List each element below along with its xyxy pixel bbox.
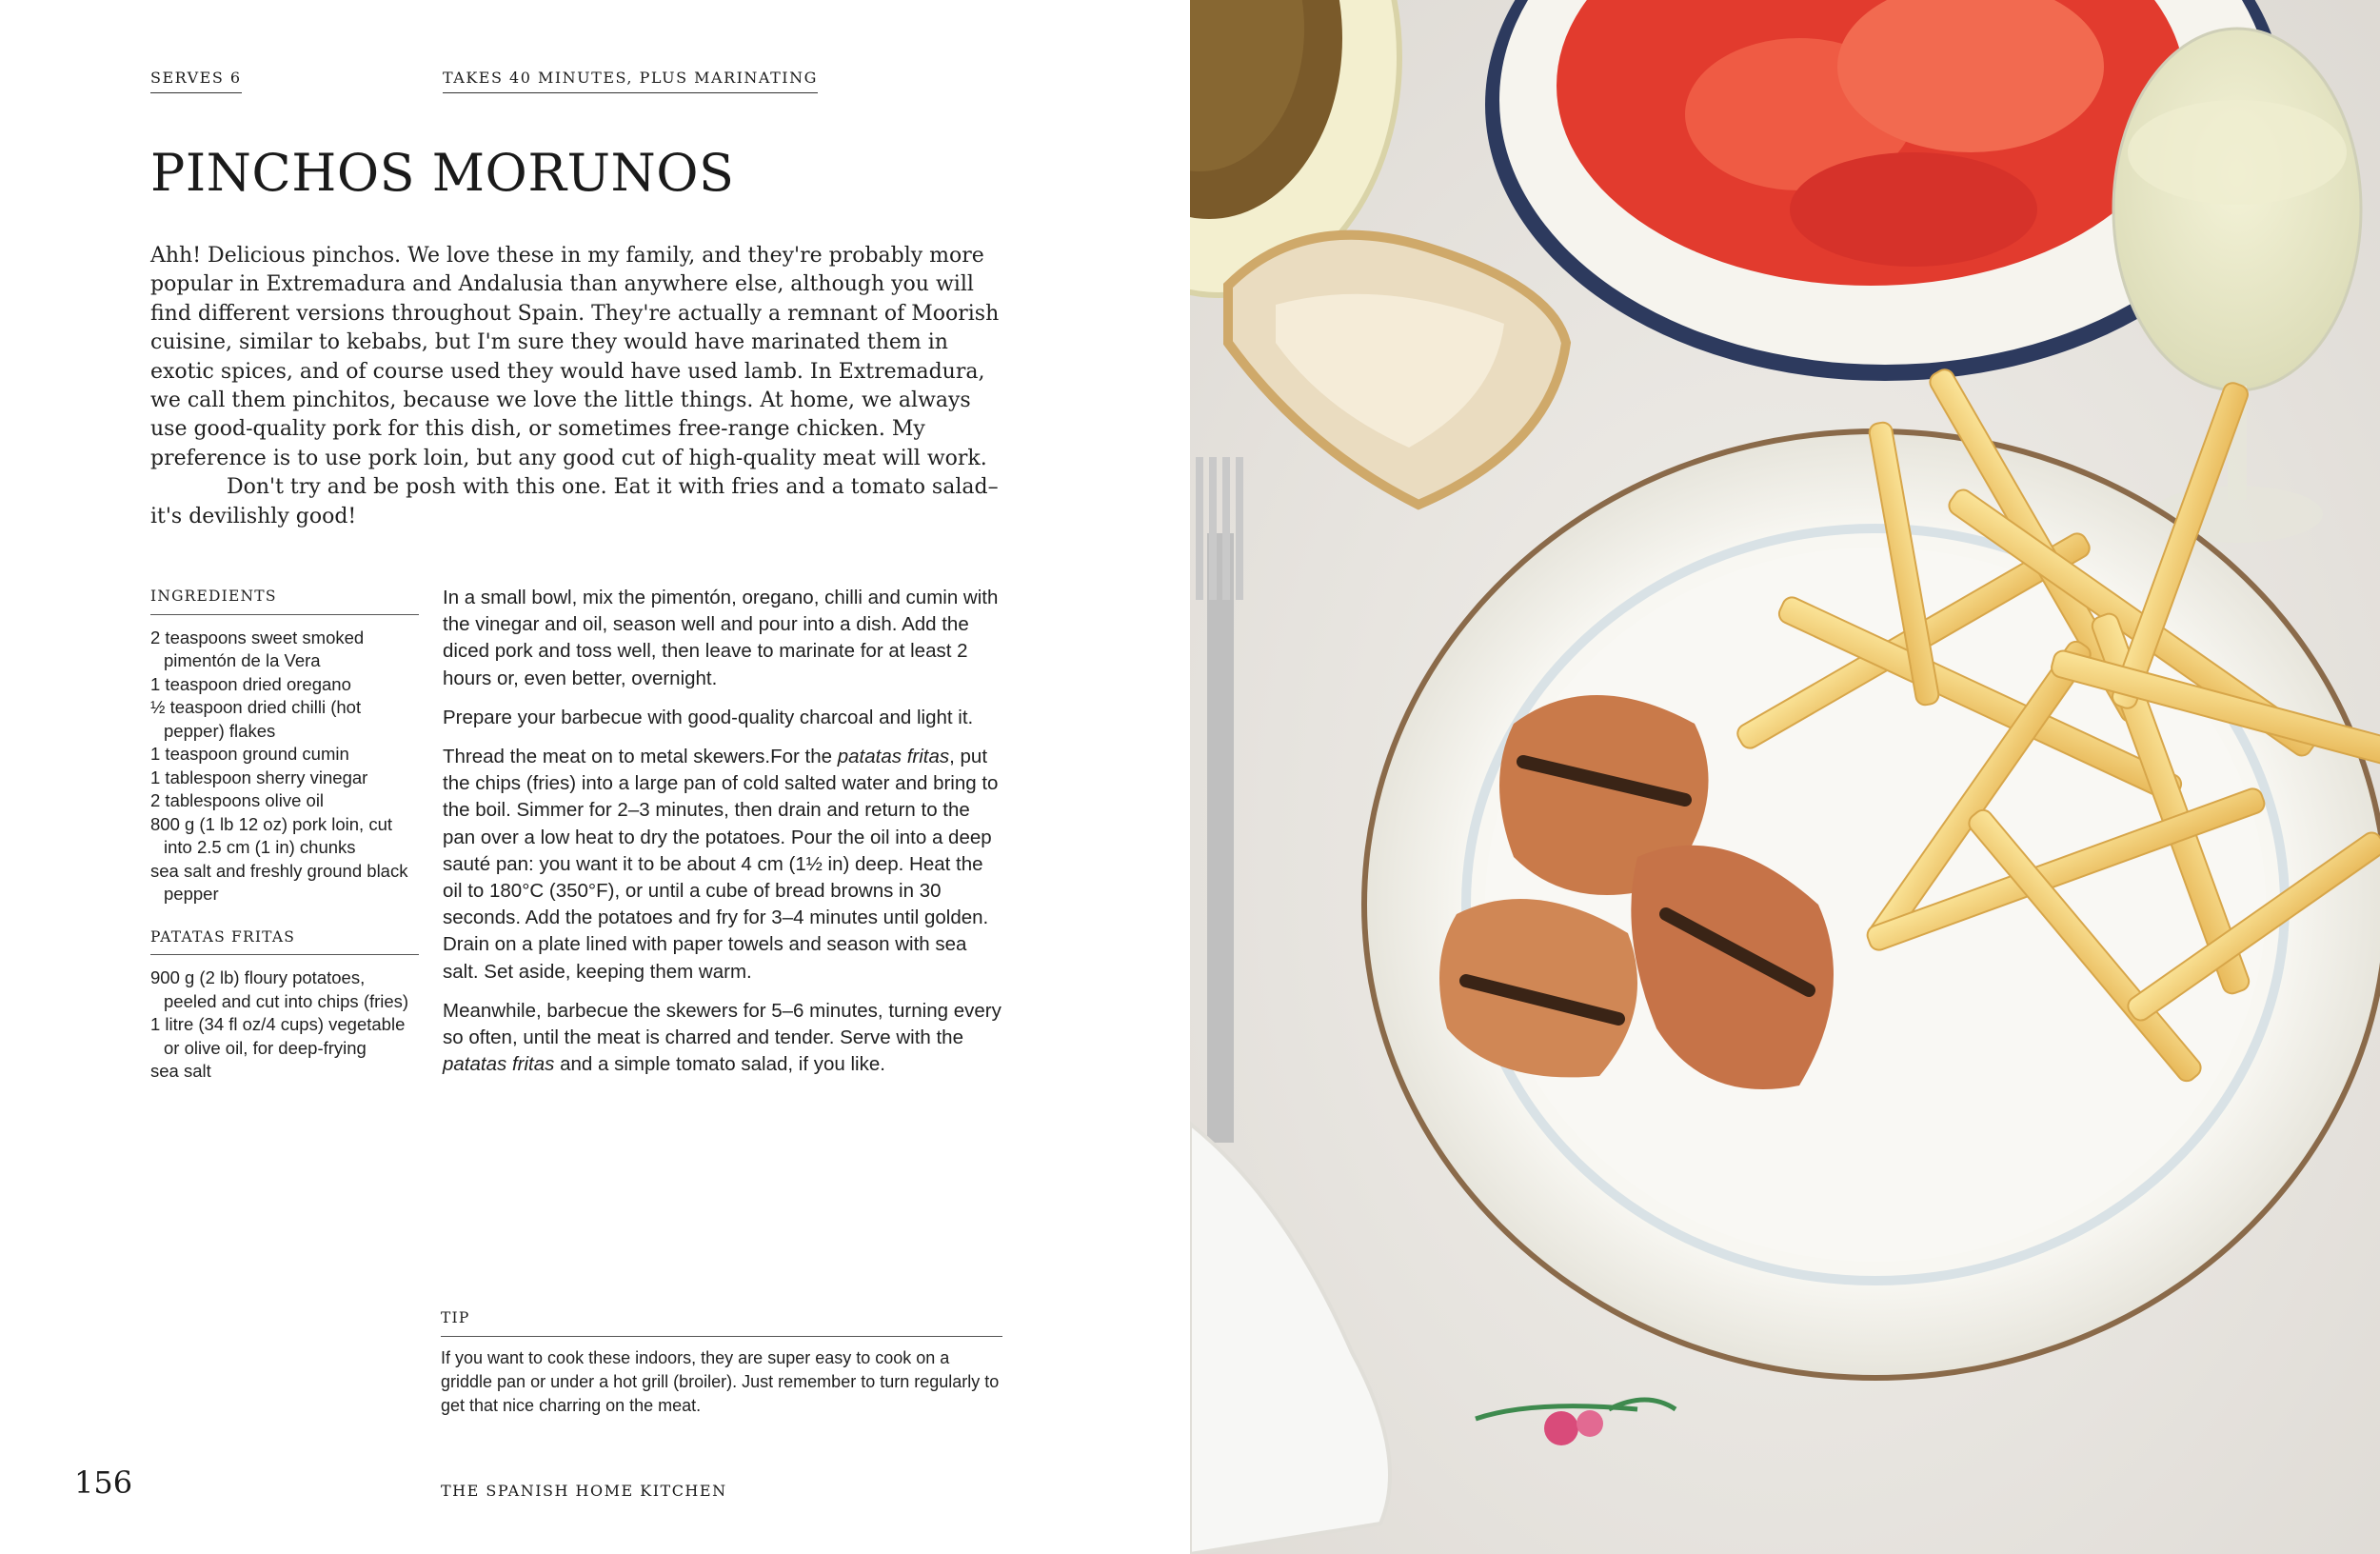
- ingredient-item: 1 tablespoon sherry vinegar: [150, 767, 368, 787]
- ingredient-item: 1 teaspoon dried oregano: [150, 673, 351, 694]
- ingredient-item: sea salt: [150, 1061, 211, 1081]
- method-text: , put the chips (fries) into a large pan of cold salted water and bring to the boil. Simmer for 2–3 minutes, then drain and return to the pan over a low heat to dry the potatoes. Pour the oil into a deep sauté pan: you want it to be about 4 cm (1½ in) deep. Heat the oil to 180°C (350°F), or until a cube of bread browns in 30 seconds. Add the potatoes and fry for 3–4 minutes until golden. Drain on a plate lined with paper towels and season with sea salt. Set aside, keeping them warm.: [443, 746, 999, 983]
- ingredient-item: 1 litre (34 fl oz/4 cups) vegetable or olive oil, for deep-frying: [150, 1014, 406, 1058]
- method-step: Prepare your barbecue with good-quality charcoal and light it.: [443, 706, 974, 728]
- ingredient-item: 1 teaspoon ground cumin: [150, 744, 349, 764]
- patatas-heading: PATATAS FRITAS: [150, 926, 419, 956]
- ingredients-column: [150, 585, 419, 1103]
- method-emphasis: patatas fritas: [837, 746, 950, 768]
- intro-paragraph: Don't try and be posh with this one. Eat it with fries and a tomato salad– it's devilishly good!: [150, 475, 999, 528]
- method-text: Thread the meat on to metal skewers.For the: [443, 746, 838, 768]
- food-photo-illustration: [1190, 0, 2380, 1554]
- method-step: [443, 998, 1004, 1079]
- ingredient-item: 2 tablespoons olive oil: [150, 790, 325, 810]
- method-text: Meanwhile, barbecue the skewers for 5–6 minutes, turning every so often, until the meat is charred and tender. Serve with the: [443, 999, 1002, 1049]
- ingredients-heading: INGREDIENTS: [150, 585, 419, 615]
- intro-paragraph: Ahh! Delicious pinchos. We love these in my family, and they're probably more popular in Extremadura and Andalusia than anywhere else, although you will find different versions throughout Spain. They're actually a remnant of Moorish cuisine, similar to kebabs, but I'm sure they would have marinated them in exotic spices, and of course used they would have used lamb. In Extremadura, we call them pinchitos, because we love the little things. At home, we always use good-quality pork for this dish, or sometimes free-range chicken. My preference is to use pork loin, but any good cut of high-quality meat will work.: [150, 244, 1000, 470]
- ingredient-item: ½ teaspoon dried chilli (hot pepper) flakes: [150, 697, 362, 741]
- ingredient-item: 900 g (2 lb) floury potatoes, peeled and cut into chips (fries): [150, 967, 409, 1011]
- tip-text: If you want to cook these indoors, they are super easy to cook on a griddle pan or under a hot grill (broiler). Just remember to turn regularly to get that nice charring on the meat.: [441, 1348, 1000, 1415]
- method-step: [443, 744, 1004, 986]
- method-emphasis: patatas fritas: [443, 1053, 555, 1076]
- method-column: [443, 585, 1004, 1090]
- book-title-footer: THE SPANISH HOME KITCHEN: [441, 1482, 727, 1500]
- ingredients-list: [150, 627, 419, 906]
- method-step: In a small bowl, mix the pimentón, oregano, chilli and cumin with the vinegar and oil, season well and pour into a dish. Add the diced pork and toss well, then leave to marinate for at least 2 hours or, even better, overnight.: [443, 587, 999, 689]
- page-number: 156: [74, 1464, 133, 1501]
- tip-heading: TIP: [441, 1306, 1002, 1337]
- patatas-list: [150, 966, 419, 1084]
- ingredient-item: sea salt and freshly ground black pepper: [150, 860, 408, 904]
- food-photo: [1190, 0, 2380, 1554]
- time-label: TAKES 40 MINUTES, PLUS MARINATING: [443, 69, 818, 93]
- intro-text: [150, 242, 1002, 531]
- recipe-title: PINCHOS MORUNOS: [150, 143, 735, 203]
- method-text: and a simple tomato salad, if you like.: [554, 1053, 885, 1076]
- ingredient-item: 2 teaspoons sweet smoked pimentón de la Vera: [150, 627, 365, 670]
- ingredient-item: 800 g (1 lb 12 oz) pork loin, cut into 2.5 cm (1 in) chunks: [150, 813, 393, 857]
- tip-box: [441, 1306, 1002, 1418]
- serves-label: SERVES 6: [150, 69, 242, 93]
